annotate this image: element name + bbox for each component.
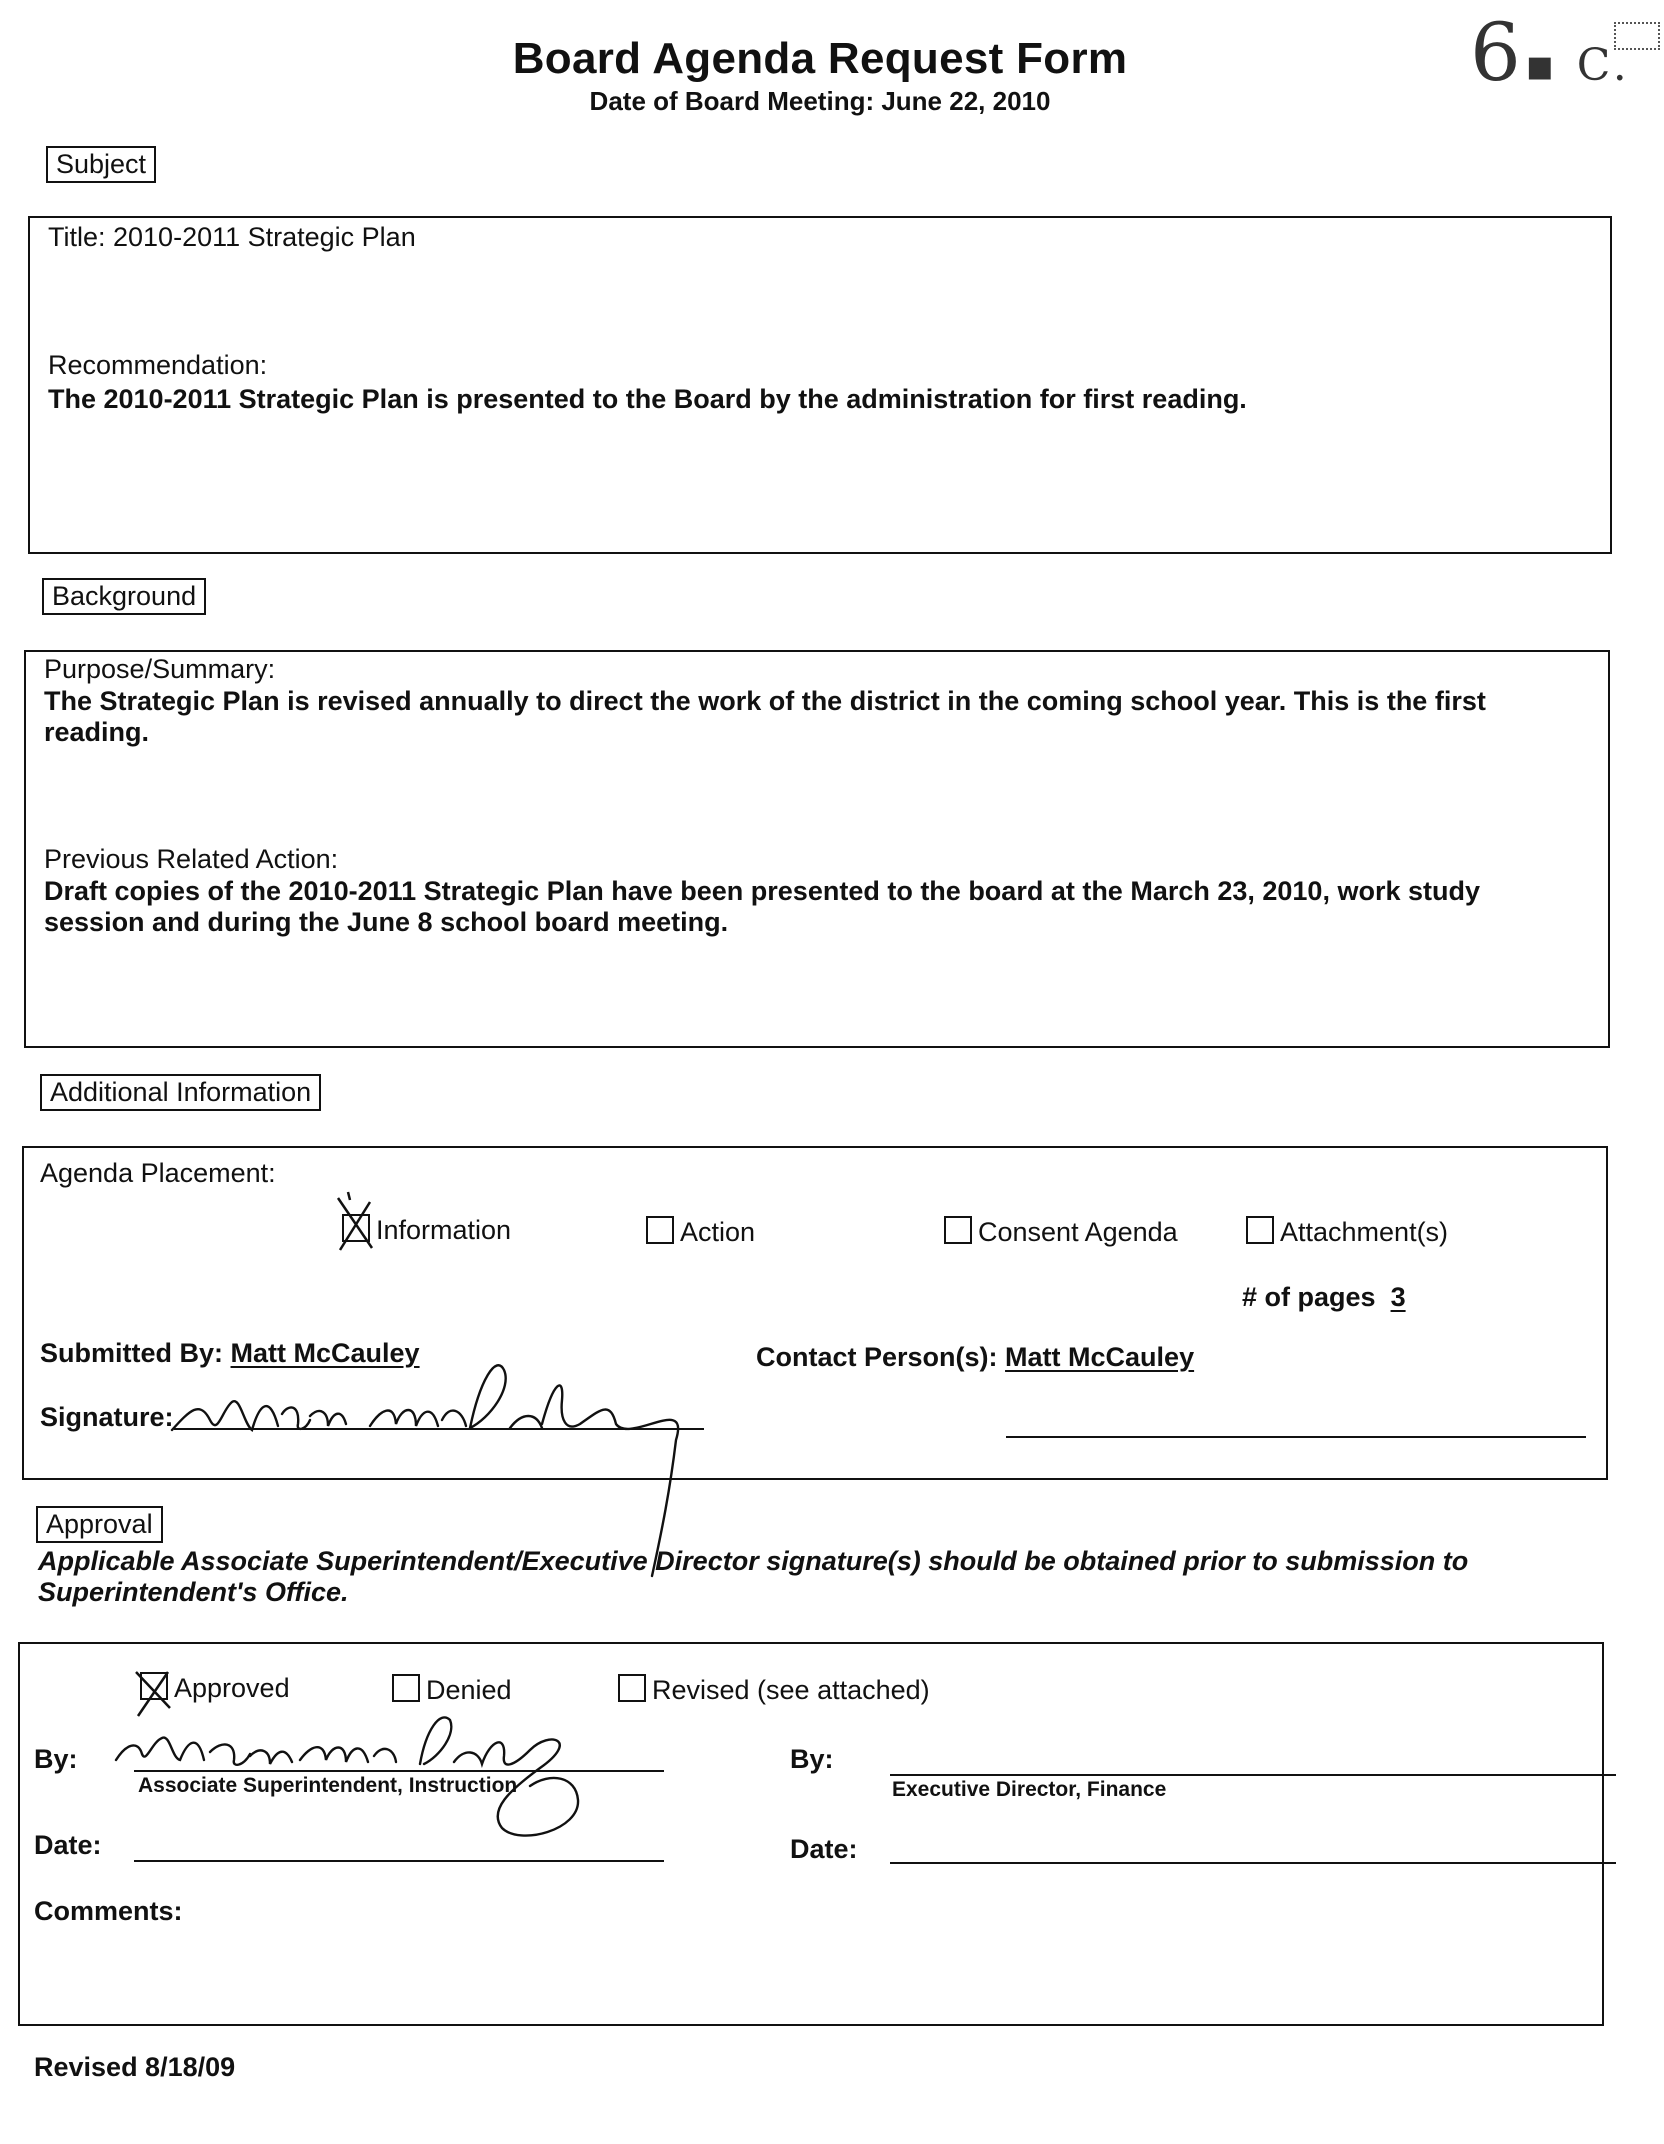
option-revised[interactable]: [618, 1674, 930, 1706]
consent-label: Consent Agenda: [978, 1217, 1178, 1247]
recommendation-text: The 2010-2011 Strategic Plan is presented to the Board by the administration for first reading.: [48, 384, 1247, 414]
signature-line: [174, 1428, 704, 1430]
option-denied[interactable]: [392, 1674, 512, 1706]
by-label-right: By:: [790, 1744, 834, 1774]
date-line-left: [134, 1860, 664, 1862]
approved-checkbox[interactable]: [140, 1672, 168, 1700]
option-approved[interactable]: [140, 1672, 290, 1704]
pages-label: # of pages: [1242, 1282, 1376, 1312]
date-label-left: Date:: [34, 1830, 102, 1860]
revised-label: Revised (see attached): [652, 1675, 930, 1705]
contact-label: Contact Person(s):: [756, 1342, 998, 1372]
meeting-date: Date of Board Meeting: June 22, 2010: [589, 86, 1051, 116]
action-label: Action: [680, 1217, 756, 1247]
signature-label: Signature:: [40, 1402, 174, 1432]
approval-panel: [18, 1642, 1604, 2026]
stamp-mark: [1614, 22, 1660, 50]
background-panel: [24, 650, 1610, 1048]
denied-label: Denied: [426, 1675, 512, 1705]
purpose-text: The Strategic Plan is revised annually to direct the work of the district in the coming school year. This is the first reading.: [44, 686, 1486, 747]
option-action[interactable]: [646, 1216, 755, 1248]
option-consent-agenda[interactable]: [944, 1216, 1178, 1248]
date-label-right: Date:: [790, 1834, 858, 1864]
contact-person: [756, 1342, 1194, 1373]
comments-label: Comments:: [34, 1896, 183, 1926]
associate-superintendent-title: Associate Superintendent, Instruction: [138, 1774, 518, 1797]
subject-label: Subject: [46, 146, 156, 183]
item-number-suffix: ▪ C.: [1524, 40, 1631, 91]
additional-info-panel: [22, 1146, 1608, 1480]
approved-label: Approved: [174, 1673, 290, 1703]
information-label: Information: [376, 1215, 512, 1245]
pages-count: [1242, 1282, 1406, 1313]
option-attachments[interactable]: [1246, 1216, 1448, 1248]
subject-title: Title: 2010-2011 Strategic Plan: [48, 222, 416, 252]
information-checkbox[interactable]: [342, 1214, 370, 1242]
purpose-label: Purpose/Summary:: [44, 654, 276, 684]
form-title: Board Agenda Request Form: [512, 34, 1128, 83]
action-checkbox[interactable]: [646, 1216, 674, 1244]
subject-panel: [28, 216, 1612, 554]
attachments-label: Attachment(s): [1280, 1217, 1449, 1247]
attachments-checkbox[interactable]: [1246, 1216, 1274, 1244]
executive-director-title: Executive Director, Finance: [892, 1778, 1167, 1801]
revised-date: Revised 8/18/09: [34, 2052, 236, 2082]
by-label-left: By:: [34, 1744, 78, 1774]
approver-line-right: [890, 1774, 1616, 1776]
agenda-placement-label: Agenda Placement:: [40, 1158, 276, 1188]
item-number-main: 6: [1470, 6, 1525, 99]
approval-label: Approval: [36, 1506, 163, 1543]
contact-value: Matt McCauley: [1005, 1342, 1195, 1372]
revised-checkbox[interactable]: [618, 1674, 646, 1702]
approver-line-left: [134, 1770, 664, 1772]
recommendation-label: Recommendation:: [48, 350, 268, 380]
contact-signature-line: [1006, 1436, 1586, 1438]
submitted-by-value: Matt McCauley: [230, 1338, 420, 1368]
submitted-by: [40, 1338, 420, 1369]
agenda-item-number: [1470, 6, 1631, 99]
denied-checkbox[interactable]: [392, 1674, 420, 1702]
previous-action-text: Draft copies of the 2010-2011 Strategic Plan have been presented to the board at the March 23, 2010, work study session and during the June 8 school board meeting.: [44, 876, 1480, 937]
approval-note: Applicable Associate Superintendent/Executive Director signature(s) should be obtained prior to submission to Superintendent's Office.: [38, 1546, 1469, 1607]
option-information[interactable]: [342, 1214, 511, 1246]
consent-checkbox[interactable]: [944, 1216, 972, 1244]
previous-action-label: Previous Related Action:: [44, 844, 339, 874]
background-label: Background: [42, 578, 206, 615]
additional-info-label: Additional Information: [40, 1074, 321, 1111]
pages-value: 3: [1390, 1282, 1406, 1312]
date-line-right: [890, 1862, 1616, 1864]
submitted-by-label: Submitted By:: [40, 1338, 224, 1368]
